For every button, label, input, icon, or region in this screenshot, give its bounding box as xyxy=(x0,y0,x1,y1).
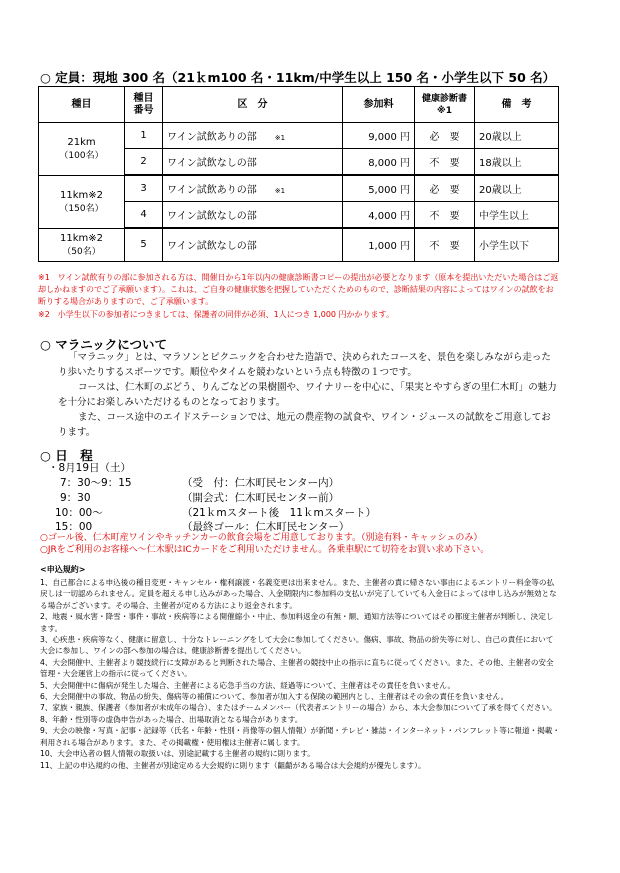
table-row xyxy=(39,175,559,202)
terms-item: 3、心疾患・疾病等なく、健康に留意し、十分なトレーニングをして大会に参加してください。傷病、事故、物品の紛失等に対し、自己の責任において大会に参加し、ワインの部へ参加の場合は、健康診断書を提出してください。 xyxy=(40,635,554,656)
fee-cell: 9,000 円 xyxy=(343,123,415,149)
division-cell xyxy=(163,123,343,149)
terms-item: 8、年齢・性別等の虚偽申告があった場合、出場取消となる場合があります。 xyxy=(40,714,303,724)
maranic-paragraph-1: 「マラニック」とは、マラソンとピクニックを合わせた造語で、決められたコースを、景色を楽しみながら走ったり歩いたりするスポーツです。順位やタイムを競わないという点も特徴の１つです。 xyxy=(58,352,551,378)
category-label: 21km xyxy=(67,136,96,148)
jr-ic-card-notice: ○JRをご利用のお客様へ〜仁木駅はICカードをご利用いただけません。各乗車駅にて切符をお買い求め下さい。 xyxy=(40,545,490,555)
fee-cell: 8,000 円 xyxy=(343,149,415,176)
terms-item: 11、上記の申込規約の他、主催者が別途定める大会規約に則ります（齟齬がある場合は大会規約が優先します）。 xyxy=(40,760,426,770)
header-fee: 参加料 xyxy=(343,87,415,123)
category-cell xyxy=(39,123,125,176)
terms-item: 9、大会の映像・写真・記事・記録等（氏名・年齢・性別・肖像等の個人情報）が新聞・テレビ・雑誌・インターネット・パンフレット等に報道・掲載・利用される場合があります。また、その掲載権・使用権は主催者に属します。 xyxy=(40,726,560,747)
division-cell xyxy=(163,175,343,202)
fee-note-1: ※1 ワイン試飲有りの部に参加される方は、開催日から1年以内の健康診断書コピーの提出が必要となります（原本を提出いただいた場合はご返却しかねますのでご了承願います）。これは、ご自身の健康状態を把握していただくためのもので、診断結果の内容によってはワインの試飲をお断りする場合がありますので、ご了承願います。 xyxy=(38,273,559,306)
note-mark: ※1 xyxy=(274,134,286,142)
remark-cell: 20歳以上 xyxy=(475,123,559,149)
terms-item: 1、自己都合による申込後の種目変更・キャンセル・権利譲渡・名義変更は出来ません。また、主催者の責に帰さない事由によるエントリー料金等の払戻しは一切認められません。定員を超える申し込みがあった場合、入金期限内に参加料の支払いが完了していても入金日によっては申し込みが無効となる場合がございます。その場合、主催者が定める方法により返金されます。 xyxy=(40,578,557,610)
number-cell: 2 xyxy=(125,149,163,176)
category-label: 11km※2 xyxy=(60,232,103,244)
category-label: 11km※2 xyxy=(60,189,103,201)
maranic-paragraph-3: また、コース途中のエイドステーションでは、地元の農産物の試食や、ワイン・ジュースの試飲をご用意しております。 xyxy=(58,412,551,438)
fee-cell: 5,000 円 xyxy=(343,175,415,202)
terms-item: 5、大会開催中に傷病が発生した場合、主催者による応急手当の方法、経過等について、主催者はその責任を負いません。 xyxy=(40,680,456,690)
terms-item: 7、家族・親族、保護者（参加者が未成年の場合）、またはチームメンバー（代表者エントリーの場合）から、本大会参加について了承を得てください。 xyxy=(40,703,557,713)
remark-cell: 中学生以上 xyxy=(475,202,559,229)
health-cell: 不 要 xyxy=(415,202,475,229)
division-label: ワイン試飲なしの部 xyxy=(167,241,257,253)
division-label: ワイン試飲ありの部 xyxy=(167,132,257,143)
note-mark: ※1 xyxy=(274,187,286,195)
health-cell: 不 要 xyxy=(415,149,475,176)
remark-cell: 18歳以上 xyxy=(475,149,559,176)
division-label: ワイン試飲なしの部 xyxy=(167,211,257,222)
maranic-paragraph-2: コースは、仁木町のぶどう、りんごなどの果樹園や、ワイナリーを中心に、「果実とやすらぎの里仁木町」の魅力を十分にお楽しみいただけるものとなっております。 xyxy=(58,382,557,408)
division-label: ワイン試飲なしの部 xyxy=(167,158,257,169)
terms-item: 2、地震・風水害・降雪・事件・事故・疾病等による開催縮小・中止、参加料返金の有無・額、通知方法等についてはその都度主催者が判断し、決定します。 xyxy=(40,612,554,633)
fee-cell: 1,000 円 xyxy=(343,228,415,261)
schedule-desc: （最終ゴール：仁木町民センター） xyxy=(182,521,350,533)
fee-note-2: ※2 小学生以下の参加者につきましては、保護者の同伴が必須、1人につき 1,000 円かかります。 xyxy=(38,310,394,319)
schedule-time: 9：30 xyxy=(60,492,91,504)
terms-item: 4、大会開催中、主催者より競技続行に支障があると判断された場合、主催者の競技中止の指示に直ちに従ってください。また、その他、主催者の安全管理・大会運営上の指示に従ってください。 xyxy=(40,657,554,679)
division-label: ワイン試飲ありの部 xyxy=(167,185,257,196)
number-cell: 1 xyxy=(125,123,163,149)
number-cell: 3 xyxy=(125,175,163,202)
category-sub: （100名） xyxy=(59,150,104,161)
schedule-time: 15：00 xyxy=(55,521,93,533)
division-cell xyxy=(163,149,343,176)
category-cell xyxy=(39,228,125,261)
health-cell: 必 要 xyxy=(415,123,475,149)
schedule-desc: （開会式：仁木町民センター前） xyxy=(182,492,340,504)
schedule-time: 10：00～ xyxy=(55,507,103,519)
capacity-heading: ○ 定員：現地 300 名（21ｋm100 名・11km/中学生以上 150 名・小学生以下 50 名） xyxy=(40,70,556,85)
terms-heading: <申込規約> xyxy=(40,565,86,574)
fee-cell: 4,000 円 xyxy=(343,202,415,229)
header-note: 備 考 xyxy=(475,87,559,123)
category-cell xyxy=(39,175,125,228)
category-sub: （150名） xyxy=(59,203,104,214)
header-category: 種目 xyxy=(39,87,125,123)
header-health: 健康診断書 ※1 xyxy=(415,87,475,123)
health-cell: 不 要 xyxy=(415,228,475,261)
terms-item: 10、大会申込者の個人情報の取扱いは、別途記載する主催者の規約に則ります。 xyxy=(40,749,315,759)
health-cell: 必 要 xyxy=(415,175,475,202)
table-header-row xyxy=(39,87,559,123)
food-venue-notice: ○ゴール後、仁木町産ワインやキッチンカーの飲食会場をご用意しております。（別途有料・キャッシュのみ） xyxy=(40,533,483,543)
table-row xyxy=(39,228,559,261)
number-cell: 4 xyxy=(125,202,163,229)
schedule-date: ・8月19日（土） xyxy=(48,462,132,474)
header-division: 区 分 xyxy=(163,87,343,123)
remark-cell: 20歳以上 xyxy=(475,175,559,202)
division-cell xyxy=(163,228,343,261)
terms-item: 6、大会開催中の事故、物品の紛失、傷病等の補償について、参加者が加入する保険の範囲内とし、主催者はその余の責任を負いません。 xyxy=(40,692,509,702)
schedule-heading: ○ 日 程 xyxy=(40,448,93,463)
schedule-desc: （受 付：仁木町民センター内） xyxy=(182,477,340,489)
header-number: 種目 番号 xyxy=(125,87,163,123)
schedule-time: 7：30～9：15 xyxy=(60,477,132,489)
schedule-desc: （21ｋmスタート後 11ｋmスタート） xyxy=(182,507,377,519)
terms-list xyxy=(40,577,560,771)
fee-table xyxy=(38,86,559,262)
number-cell: 5 xyxy=(125,228,163,261)
remark-cell: 小学生以下 xyxy=(475,228,559,261)
table-row xyxy=(39,123,559,149)
category-sub: （50名） xyxy=(62,246,101,257)
maranic-heading: ○ マラニックについて xyxy=(40,337,168,352)
division-cell xyxy=(163,202,343,229)
